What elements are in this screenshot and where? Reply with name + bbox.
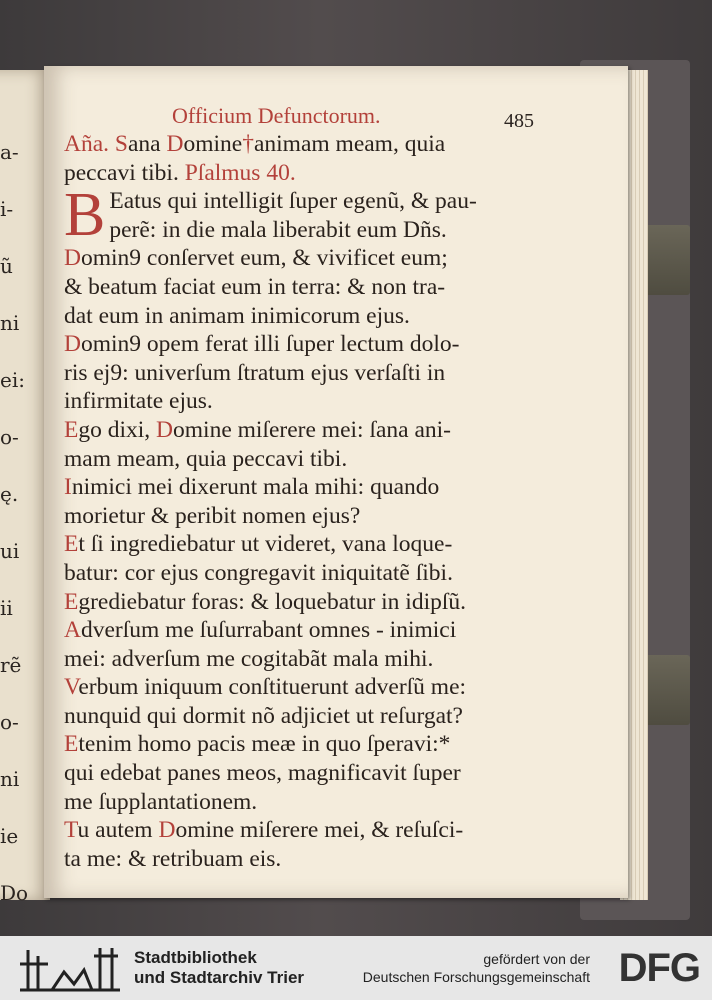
body-text: Eatus qui intelligit ſuper egenũ, & pau- xyxy=(109,188,477,215)
body-text: perẽ: in die mala liberabit eum Dñs. xyxy=(109,216,447,243)
stadtbibliothek-logo-icon xyxy=(14,942,126,994)
left-page-fragment: ũ xyxy=(0,254,13,278)
rubric-text: V xyxy=(64,674,79,701)
text-line xyxy=(64,673,554,702)
rubric-text: E xyxy=(64,531,79,558)
text-line xyxy=(64,845,554,874)
text-line xyxy=(64,616,554,645)
text-line xyxy=(64,330,554,359)
text-line xyxy=(64,702,554,731)
text-line xyxy=(64,273,554,302)
text-line xyxy=(64,645,554,674)
body-text: t ſi ingrediebatur ut videret, vana loque- xyxy=(78,531,453,558)
page-number: 485 xyxy=(504,110,534,132)
text-line xyxy=(64,387,554,416)
rubric-text: E xyxy=(64,731,79,758)
body-text: omin9 opem ferat illi ſuper lectum dolo- xyxy=(80,331,460,358)
text-line xyxy=(64,530,554,559)
footer-bar xyxy=(0,936,712,1000)
body-text: go dixi, xyxy=(78,416,157,443)
body-text: morietur & peribit nomen ejus? xyxy=(64,502,361,529)
left-page-fragment: rẽ xyxy=(0,653,22,677)
body-text: omine miſerere mei, & reſuſci- xyxy=(175,817,464,844)
dfg-logo: DFG xyxy=(618,946,700,990)
left-page-fragment: a- xyxy=(0,140,19,164)
rubric-text: A xyxy=(64,617,81,644)
left-page-fragment: ii xyxy=(0,596,13,620)
rubric-text: E xyxy=(64,416,79,443)
left-page-fragment: o- xyxy=(0,710,19,734)
text-line xyxy=(64,816,554,845)
body-text: omin9 conſervet eum, & vivificet eum; xyxy=(80,245,448,272)
body-text: batur: cor ejus congregavit iniquitatẽ ſibi. xyxy=(64,559,453,586)
body-text: erbum iniquum conſtituerunt adverſũ me: xyxy=(78,674,467,701)
text-line xyxy=(64,445,554,474)
body-text: mei: adverſum me cogitabãt mala mihi. xyxy=(64,645,434,672)
body-text: omine xyxy=(183,131,243,157)
left-page-fragment: ie xyxy=(0,824,19,848)
body-text: & beatum faciat eum in terra: & non tra- xyxy=(64,273,446,300)
left-page-fragment: Do xyxy=(0,881,29,905)
body-text: tenim homo pacis meæ in quo ſperavi:* xyxy=(78,731,451,758)
funding-note xyxy=(363,950,590,986)
body-text: me ſupplantationem. xyxy=(64,788,258,815)
body-text: dverſum me ſuſurrabant omnes - inimici xyxy=(80,617,457,644)
text-line xyxy=(64,216,554,245)
text-line xyxy=(64,588,554,617)
body-text: u autem xyxy=(77,817,159,844)
body-text: ana xyxy=(127,131,167,157)
left-page-fragment: i- xyxy=(0,197,14,221)
rubric-text: T xyxy=(64,817,78,844)
rubric-text: D xyxy=(166,131,184,157)
funding-line2: Deutschen Forschungsgemeinschaft xyxy=(362,969,590,985)
text-line xyxy=(64,788,554,817)
running-title: Officium Defunctorum. xyxy=(172,103,381,128)
institution-name xyxy=(134,948,304,988)
left-page-fragment: ni xyxy=(0,311,20,335)
body-text: nimici mei dixerunt mala mihi: quando xyxy=(71,474,440,501)
body-text: nunquid qui dormit nõ adjiciet ut reſurgat? xyxy=(64,702,463,729)
rubric-text: S xyxy=(114,131,128,157)
drop-capital: B xyxy=(64,181,106,250)
body-text: dat eum in animam inimicorum ejus. xyxy=(64,302,410,329)
text-line xyxy=(64,502,554,531)
body-text: animam meam, quia xyxy=(253,131,446,157)
text-line xyxy=(64,244,554,273)
left-page-edge xyxy=(0,70,50,905)
text-line xyxy=(64,159,554,188)
rubric-text: D xyxy=(64,331,81,358)
rubric-text: D xyxy=(64,245,81,272)
rubric-text: D xyxy=(156,416,174,443)
text-line xyxy=(64,559,554,588)
rubric-text: E xyxy=(64,588,79,615)
left-page-fragment: o- xyxy=(0,425,19,449)
text-line xyxy=(64,759,554,788)
rubric-text: I xyxy=(64,474,72,501)
rubric-text: † xyxy=(242,131,254,157)
body-text: ris ej9: univerſum ſtratum ejus verſaſti in xyxy=(64,359,446,386)
text-line xyxy=(64,473,554,502)
rubric-text: Pſalmus 40. xyxy=(184,159,296,186)
institution-line1: Stadtbibliothek xyxy=(134,948,257,967)
rubric-text: Aña. xyxy=(64,131,110,157)
psalm-text-block xyxy=(64,130,554,873)
text-line xyxy=(64,130,554,159)
text-line xyxy=(64,730,554,759)
body-text: grediebatur foras: & loquebatur in idipſũ. xyxy=(78,588,467,615)
body-text: peccavi tibi. xyxy=(64,159,185,186)
left-page-fragment: ni xyxy=(0,767,20,791)
left-page-fragment: ę. xyxy=(0,482,19,506)
left-page-fragment: ui xyxy=(0,539,20,563)
body-text: infirmitate ejus. xyxy=(64,388,213,415)
rubric-text: D xyxy=(158,817,176,844)
text-line xyxy=(64,302,554,331)
body-text: mam meam, quia peccavi tibi. xyxy=(64,445,348,472)
left-page-fragment: ei: xyxy=(0,368,25,392)
funding-line1: gefördert von der xyxy=(483,951,590,967)
text-line xyxy=(64,359,554,388)
text-line xyxy=(64,416,554,445)
institution-line2: und Stadtarchiv Trier xyxy=(134,968,305,987)
body-text: omine miſerere mei: ſana ani- xyxy=(173,416,451,443)
body-text: ta me: & retribuam eis. xyxy=(64,845,282,872)
body-text: qui edebat panes meos, magnificavit ſuper xyxy=(64,760,461,787)
